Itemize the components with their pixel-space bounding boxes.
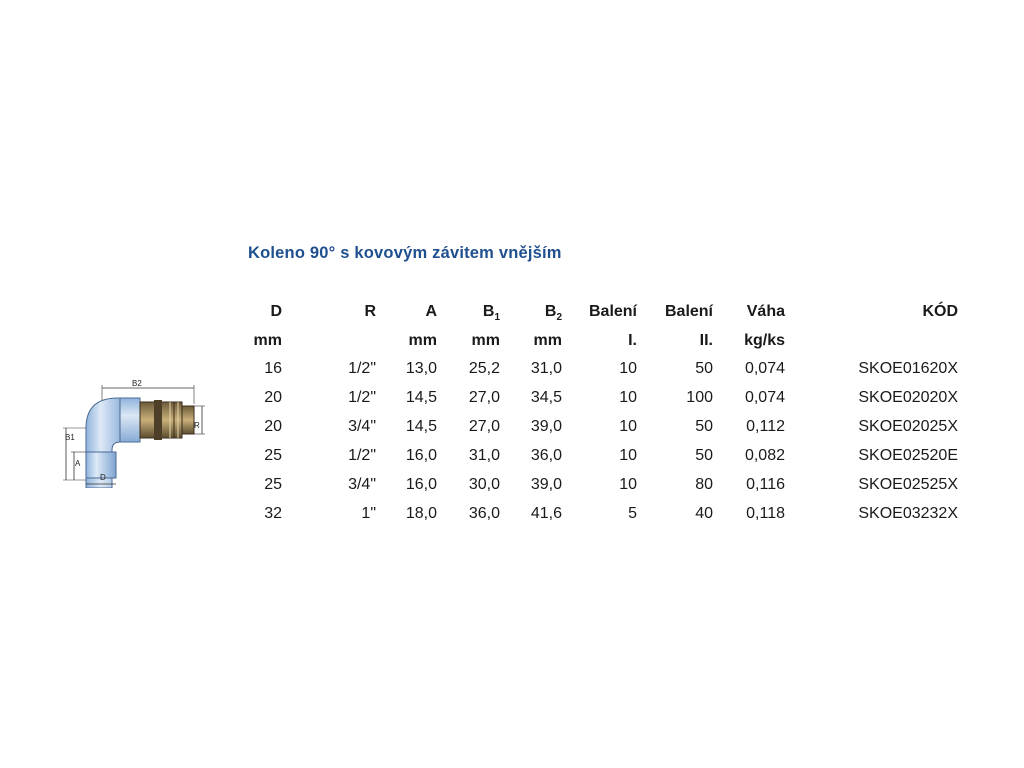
page-title: Koleno 90° s kovovým závitem vnějším xyxy=(248,244,562,262)
cell-vaha: 0,074 xyxy=(744,360,785,377)
cell-bal2: 50 xyxy=(695,418,713,435)
unit-baleni-2: II. xyxy=(699,332,713,349)
cell-b1: 27,0 xyxy=(468,389,500,406)
cell-d: 25 xyxy=(264,476,282,493)
cell-bal2: 50 xyxy=(695,360,713,377)
cell-kod: SKOE02520E xyxy=(858,447,958,464)
label-d: D xyxy=(100,473,106,482)
cell-bal1: 10 xyxy=(619,389,637,406)
cell-kod: SKOE03232X xyxy=(858,505,958,522)
label-r: R xyxy=(194,421,200,430)
header-a: A xyxy=(425,303,437,320)
header-vaha: Váha xyxy=(746,303,785,320)
header-baleni-2: Balení xyxy=(664,303,713,320)
cell-r: 1/2" xyxy=(348,447,376,464)
cell-r: 3/4" xyxy=(348,476,376,493)
cell-vaha: 0,118 xyxy=(746,505,785,522)
cell-kod: SKOE01620X xyxy=(858,360,958,377)
cell-a: 18,0 xyxy=(405,505,437,522)
header-b1: $B_1$ xyxy=(482,303,500,323)
cell-b1: 31,0 xyxy=(468,447,500,464)
unit-baleni-1: I. xyxy=(628,332,637,349)
cell-b1: 30,0 xyxy=(468,476,500,493)
cell-b1: 36,0 xyxy=(468,505,500,522)
header-baleni-1: Balení xyxy=(588,303,637,320)
cell-bal2: 40 xyxy=(695,505,713,522)
cell-kod: SKOE02020X xyxy=(858,389,958,406)
cell-b2: 39,0 xyxy=(530,476,562,493)
cell-b2: 39,0 xyxy=(530,418,562,435)
cell-d: 20 xyxy=(264,418,282,435)
cell-bal1: 10 xyxy=(619,447,637,464)
cell-a: 13,0 xyxy=(405,360,437,377)
cell-b2: 41,6 xyxy=(530,505,562,522)
cell-d: 25 xyxy=(264,447,282,464)
cell-b1: 25,2 xyxy=(468,360,500,377)
cell-a: 16,0 xyxy=(405,476,437,493)
unit-vaha: kg/ks xyxy=(744,332,785,349)
header-kod: KÓD xyxy=(922,303,958,320)
cell-bal2: 80 xyxy=(695,476,713,493)
cell-bal2: 100 xyxy=(686,389,713,406)
cell-r: 3/4" xyxy=(348,418,376,435)
cell-a: 16,0 xyxy=(405,447,437,464)
cell-vaha: 0,082 xyxy=(744,447,785,464)
cell-d: 32 xyxy=(264,505,282,522)
cell-a: 14,5 xyxy=(405,418,437,435)
unit-d: mm xyxy=(253,332,282,349)
cell-b1: 27,0 xyxy=(468,418,500,435)
cell-vaha: 0,112 xyxy=(746,418,785,435)
header-b2: $B_2$ xyxy=(544,303,562,323)
cell-r: 1" xyxy=(361,505,376,522)
unit-b1: mm xyxy=(471,332,500,349)
header-r: R xyxy=(364,303,376,320)
cell-d: 20 xyxy=(264,389,282,406)
cell-kod: SKOE02525X xyxy=(858,476,958,493)
cell-bal1: 10 xyxy=(619,476,637,493)
cell-b2: 31,0 xyxy=(530,360,562,377)
cell-r: 1/2" xyxy=(348,389,376,406)
cell-bal1: 10 xyxy=(619,360,637,377)
cell-vaha: 0,116 xyxy=(746,476,785,493)
cell-r: 1/2" xyxy=(348,360,376,377)
cell-b2: 36,0 xyxy=(530,447,562,464)
cell-b2: 34,5 xyxy=(530,389,562,406)
cell-bal1: 10 xyxy=(619,418,637,435)
unit-a: mm xyxy=(408,332,437,349)
cell-d: 16 xyxy=(264,360,282,377)
label-b1: B1 xyxy=(65,433,75,442)
cell-a: 14,5 xyxy=(405,389,437,406)
label-a: A xyxy=(75,459,81,468)
cell-vaha: 0,074 xyxy=(744,389,785,406)
label-b2: B2 xyxy=(132,379,142,388)
unit-b2: mm xyxy=(533,332,562,349)
header-d: D xyxy=(270,303,282,320)
cell-bal1: 5 xyxy=(628,505,637,522)
cell-bal2: 50 xyxy=(695,447,713,464)
cell-kod: SKOE02025X xyxy=(858,418,958,435)
